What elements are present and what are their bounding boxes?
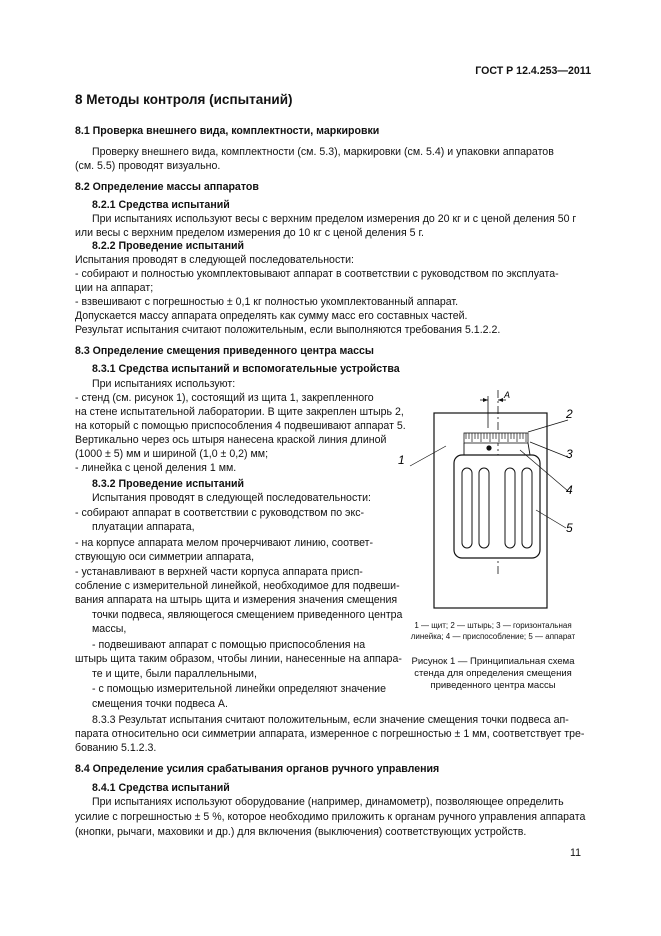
paragraph-line: Результат испытания считают положительным, если выполняются требования 5.1.2.2. [75,324,501,336]
heading-8-4: 8.4 Определение усилия срабатывания органов ручного управления [75,763,440,775]
heading-8-4-1: 8.4.1 Средства испытаний [92,782,230,794]
heading-8-1: 8.1 Проверка внешнего вида, комплектности, маркировки [75,125,380,137]
paragraph-line: собление с измерительной линейкой, необходимое для подвеши- [75,580,400,592]
paragraph-line: вания аппарата на штырь щита и измерения значения смещения [75,594,398,606]
paragraph-line: (кнопки, рычаги, маховики и др.) для включения (выключения) соответствующих устройств. [75,826,527,838]
figure-caption-line: Рисунок 1 — Принципиальная схема [411,656,575,667]
paragraph-line: плуатации аппарата, [92,521,195,533]
paragraph-line: на который с помощью приспособления 4 подвешивают аппарат 5. [75,420,406,432]
paragraph-line: смещения точки подвеса А. [92,698,228,710]
paragraph-line: - собирают и полностью укомплектовывают аппарат в соответствии с руководством по эксплуата- [75,268,559,280]
figure-legend-line: линейка; 4 — приспособление; 5 — аппарат [410,632,576,641]
paragraph-line: При испытаниях используют весы с верхним пределом измерения до 20 кг и с ценой деления 50 г [92,213,577,225]
heading-8-3-2: 8.3.2 Проведение испытаний [92,478,245,490]
fixture [464,443,530,455]
figure-caption-line: стенда для определения смещения [414,668,572,679]
heading-8-2-2: 8.2.2 Проведение испытаний [92,240,245,252]
paragraph-line: Допускается массу аппарата определять как сумму масс его составных частей. [75,310,468,322]
paragraph-line: - собирают аппарат в соответствии с руководством по экс- [75,507,365,519]
paragraph-line: ствующую оси симметрии аппарата, [75,551,255,563]
paragraph-line: - устанавливают в верхней части корпуса аппарата присп- [75,566,363,578]
page-number: 11 [570,847,581,859]
label-1: 1 [398,453,405,467]
label-5: 5 [566,521,573,535]
heading-8-2: 8.2 Определение массы аппаратов [75,181,259,193]
paragraph-line: (см. 5.5) проводят визуально. [75,160,221,172]
heading-8-3: 8.3 Определение смещения приведенного центра массы [75,345,374,357]
paragraph-line: - взвешивают с погрешностью ± 0,1 кг полностью укомплектованный аппарат. [75,296,459,308]
paragraph-line: Испытания проводят в следующей последовательности: [75,254,354,266]
label-3: 3 [566,447,573,461]
heading-8-3-1: 8.3.1 Средства испытаний и вспомогательные устройства [92,363,400,375]
pin [486,445,491,450]
paragraph-line: штырь щита таким образом, чтобы линии, нанесенные на аппара- [75,653,402,665]
paragraph-line: - с помощью измерительной линейки определяют значение [92,683,386,695]
paragraph-line: парата относительно оси симметрии аппарата, измеренное с погрешностью ± 1 мм, соответствует тре- [75,728,585,740]
section-title: 8 Методы контроля (испытаний) [75,92,293,107]
paragraph-line: (1000 ± 5) мм и шириной (1,0 ± 0,2) мм; [75,448,269,460]
heading-8-2-1: 8.2.1 Средства испытаний [92,199,230,211]
label-4: 4 [566,483,573,497]
document-id: ГОСТ Р 12.4.253—2011 [475,65,591,77]
paragraph-line: - стенд (см. рисунок 1), состоящий из щита 1, закрепленного [75,392,374,404]
paragraph-line: Вертикально через ось штыря нанесена краской линия длиной [75,434,387,446]
figure-legend-line: 1 — щит; 2 — штырь; 3 — горизонтальная [414,621,572,630]
paragraph-line: усилие с погрешностью ± 5 %, которое необходимо приложить к органам ручного управления аппарата [75,811,586,823]
paragraph-line: При испытаниях используют оборудование (например, динамометр), позволяющее определить [92,796,564,808]
paragraph-line: 8.3.3 Результат испытания считают положительным, если значение смещения точки подвеса ап- [92,714,569,726]
paragraph-line: Испытания проводят в следующей последовательности: [92,492,371,504]
paragraph-line: или весы с верхним пределом измерения до 10 кг с ценой деления 5 г. [75,227,424,239]
paragraph-line: - на корпусе аппарата мелом прочерчивают линию, соответ- [75,537,374,549]
paragraph-line: массы, [92,623,127,635]
apparatus-body [454,455,540,558]
paragraph-line: те и щите, были параллельными, [92,668,257,680]
paragraph-line: точки подвеса, являющегося смещением приведенного центра [92,609,403,621]
paragraph-line: бованию 5.1.2.3. [75,742,157,754]
paragraph-line: - подвешивают аппарат с помощью приспособления на [92,639,366,651]
dimension-label-a: А [504,390,511,400]
figure-caption-line: приведенного центра массы [430,680,556,691]
figure-1-diagram [390,388,590,618]
label-2: 2 [566,407,573,421]
paragraph-line: ции на аппарат; [75,282,154,294]
paragraph-line: на стене испытательной лаборатории. В щите закреплен штырь 2, [75,406,404,418]
paragraph-line: При испытаниях используют: [92,378,236,390]
paragraph-line: Проверку внешнего вида, комплектности (см. 5.3), маркировки (см. 5.4) и упаковки аппаратов [92,146,554,158]
paragraph-line: - линейка с ценой деления 1 мм. [75,462,237,474]
